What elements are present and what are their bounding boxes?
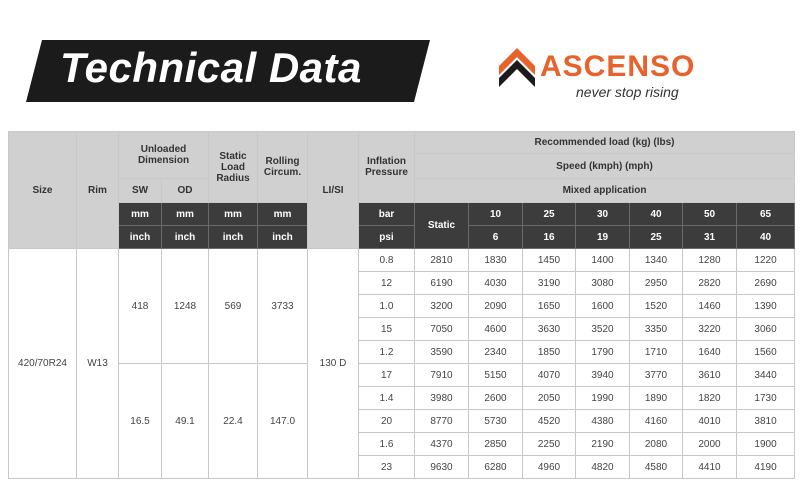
brand-name: ASCENSO (540, 50, 696, 83)
load-value: 2250 (523, 433, 576, 456)
load-value: 3810 (737, 410, 795, 433)
static-load-value: 7050 (415, 318, 469, 341)
load-value: 3190 (523, 272, 576, 295)
load-value: 3610 (683, 364, 737, 387)
load-value: 5730 (469, 410, 523, 433)
speed-mph: 16 (523, 226, 576, 249)
inflation-pressure-value: 17 (359, 364, 415, 387)
load-value: 3940 (576, 364, 630, 387)
static-load-value: 6190 (415, 272, 469, 295)
speed-mph: 6 (469, 226, 523, 249)
sw-inch-value: 16.5 (119, 364, 162, 479)
speed-kmph: 10 (469, 203, 523, 226)
inflation-pressure-value: 15 (359, 318, 415, 341)
load-value: 1220 (737, 249, 795, 272)
load-value: 3770 (630, 364, 683, 387)
header-sw: SW (119, 179, 162, 203)
load-value: 4410 (683, 456, 737, 479)
header-size: Size (9, 132, 77, 249)
static-load-value: 7910 (415, 364, 469, 387)
unit-inch-rc: inch (258, 226, 308, 249)
speed-kmph: 40 (630, 203, 683, 226)
load-value: 1890 (630, 387, 683, 410)
static-load-value: 9630 (415, 456, 469, 479)
static-load-value: 3980 (415, 387, 469, 410)
tire-size: 420/70R24 (9, 249, 77, 479)
speed-kmph: 50 (683, 203, 737, 226)
load-value: 3350 (630, 318, 683, 341)
header-rc-line2: Circum. (263, 167, 302, 178)
header-li-si: LI/SI (308, 132, 359, 249)
load-value: 4960 (523, 456, 576, 479)
load-value: 1390 (737, 295, 795, 318)
load-value: 1600 (576, 295, 630, 318)
load-value: 1450 (523, 249, 576, 272)
od-mm-value: 1248 (162, 249, 209, 364)
li-si-value: 130 D (308, 249, 359, 479)
load-value: 1730 (737, 387, 795, 410)
header-infl-line2: Pressure (365, 167, 408, 178)
load-value: 2600 (469, 387, 523, 410)
unit-mm-slr: mm (209, 203, 258, 226)
header-mixed-application: Mixed application (415, 179, 795, 203)
header-rc-line1: Rolling (265, 156, 300, 167)
load-value: 1850 (523, 341, 576, 364)
load-value: 2690 (737, 272, 795, 295)
header-unloaded-line2: Dimension (137, 155, 190, 166)
load-value: 1820 (683, 387, 737, 410)
table-row (9, 364, 795, 387)
header-static-load-radius (209, 132, 258, 203)
inflation-pressure-value: 1.6 (359, 433, 415, 456)
inflation-pressure-value: 23 (359, 456, 415, 479)
load-value: 2190 (576, 433, 630, 456)
load-value: 1340 (630, 249, 683, 272)
speed-mph: 19 (576, 226, 630, 249)
load-value: 2340 (469, 341, 523, 364)
page-title: Technical Data (60, 44, 362, 91)
inflation-pressure-value: 0.8 (359, 249, 415, 272)
inflation-pressure-value: 1.2 (359, 341, 415, 364)
slr-mm-value: 569 (209, 249, 258, 364)
speed-kmph: 30 (576, 203, 630, 226)
speed-kmph: 25 (523, 203, 576, 226)
rc-inch-value: 147.0 (258, 364, 308, 479)
load-value: 4160 (630, 410, 683, 433)
static-load-value: 2810 (415, 249, 469, 272)
load-value: 4010 (683, 410, 737, 433)
speed-mph: 25 (630, 226, 683, 249)
tire-rim: W13 (77, 249, 119, 479)
slr-inch-value: 22.4 (209, 364, 258, 479)
speed-kmph: 65 (737, 203, 795, 226)
header-static: Static (415, 203, 469, 249)
load-value: 4190 (737, 456, 795, 479)
rc-mm-value: 3733 (258, 249, 308, 364)
inflation-pressure-value: 1.4 (359, 387, 415, 410)
header-inflation-pressure (359, 132, 415, 203)
load-value: 4070 (523, 364, 576, 387)
unit-inch-slr: inch (209, 226, 258, 249)
header-unloaded-line1: Unloaded (140, 144, 187, 155)
inflation-pressure-value: 1.0 (359, 295, 415, 318)
load-value: 2850 (469, 433, 523, 456)
load-value: 6280 (469, 456, 523, 479)
load-value: 5150 (469, 364, 523, 387)
header-od: OD (162, 179, 209, 203)
load-value: 4030 (469, 272, 523, 295)
load-value: 1400 (576, 249, 630, 272)
unit-mm-od: mm (162, 203, 209, 226)
speed-mph: 40 (737, 226, 795, 249)
unit-bar: bar (359, 203, 415, 226)
speed-mph: 31 (683, 226, 737, 249)
static-load-value: 3590 (415, 341, 469, 364)
load-value: 1990 (576, 387, 630, 410)
load-value: 1560 (737, 341, 795, 364)
load-value: 1650 (523, 295, 576, 318)
brand-tagline: never stop rising (576, 84, 679, 100)
inflation-pressure-value: 12 (359, 272, 415, 295)
header-slr-line2: Load (221, 161, 245, 173)
unit-inch-sw: inch (119, 226, 162, 249)
header-rolling-circum (258, 132, 308, 203)
unit-mm-sw: mm (119, 203, 162, 226)
load-value: 2950 (630, 272, 683, 295)
load-value: 3220 (683, 318, 737, 341)
load-value: 4580 (630, 456, 683, 479)
load-value: 2050 (523, 387, 576, 410)
load-value: 3060 (737, 318, 795, 341)
header-slr-line1: Static (219, 150, 247, 162)
load-value: 1280 (683, 249, 737, 272)
load-value: 1710 (630, 341, 683, 364)
static-load-value: 3200 (415, 295, 469, 318)
inflation-pressure-value: 20 (359, 410, 415, 433)
unit-mm-rc: mm (258, 203, 308, 226)
ascenso-chevron-logo-icon (495, 44, 539, 94)
load-value: 4600 (469, 318, 523, 341)
header-slr-line3: Radius (216, 172, 250, 184)
static-load-value: 8770 (415, 410, 469, 433)
load-value: 3630 (523, 318, 576, 341)
header-rim: Rim (77, 132, 119, 249)
unit-psi: psi (359, 226, 415, 249)
load-value: 1460 (683, 295, 737, 318)
unit-inch-od: inch (162, 226, 209, 249)
header-recommended-load: Recommended load (kg) (lbs) (415, 132, 795, 154)
sw-mm-value: 418 (119, 249, 162, 364)
load-value: 3520 (576, 318, 630, 341)
header-infl-line1: Inflation (367, 156, 406, 167)
load-value: 4520 (523, 410, 576, 433)
table-row (9, 249, 795, 272)
load-value: 4820 (576, 456, 630, 479)
load-value: 1520 (630, 295, 683, 318)
load-value: 2820 (683, 272, 737, 295)
header-speed: Speed (kmph) (mph) (415, 154, 795, 179)
load-value: 1830 (469, 249, 523, 272)
static-load-value: 4370 (415, 433, 469, 456)
load-value: 3080 (576, 272, 630, 295)
load-value: 2080 (630, 433, 683, 456)
load-value: 4380 (576, 410, 630, 433)
load-value: 1900 (737, 433, 795, 456)
load-value: 1790 (576, 341, 630, 364)
load-value: 1640 (683, 341, 737, 364)
od-inch-value: 49.1 (162, 364, 209, 479)
technical-data-table (8, 131, 795, 479)
load-value: 3440 (737, 364, 795, 387)
load-value: 2090 (469, 295, 523, 318)
header-unloaded-dimension (119, 132, 209, 179)
load-value: 2000 (683, 433, 737, 456)
